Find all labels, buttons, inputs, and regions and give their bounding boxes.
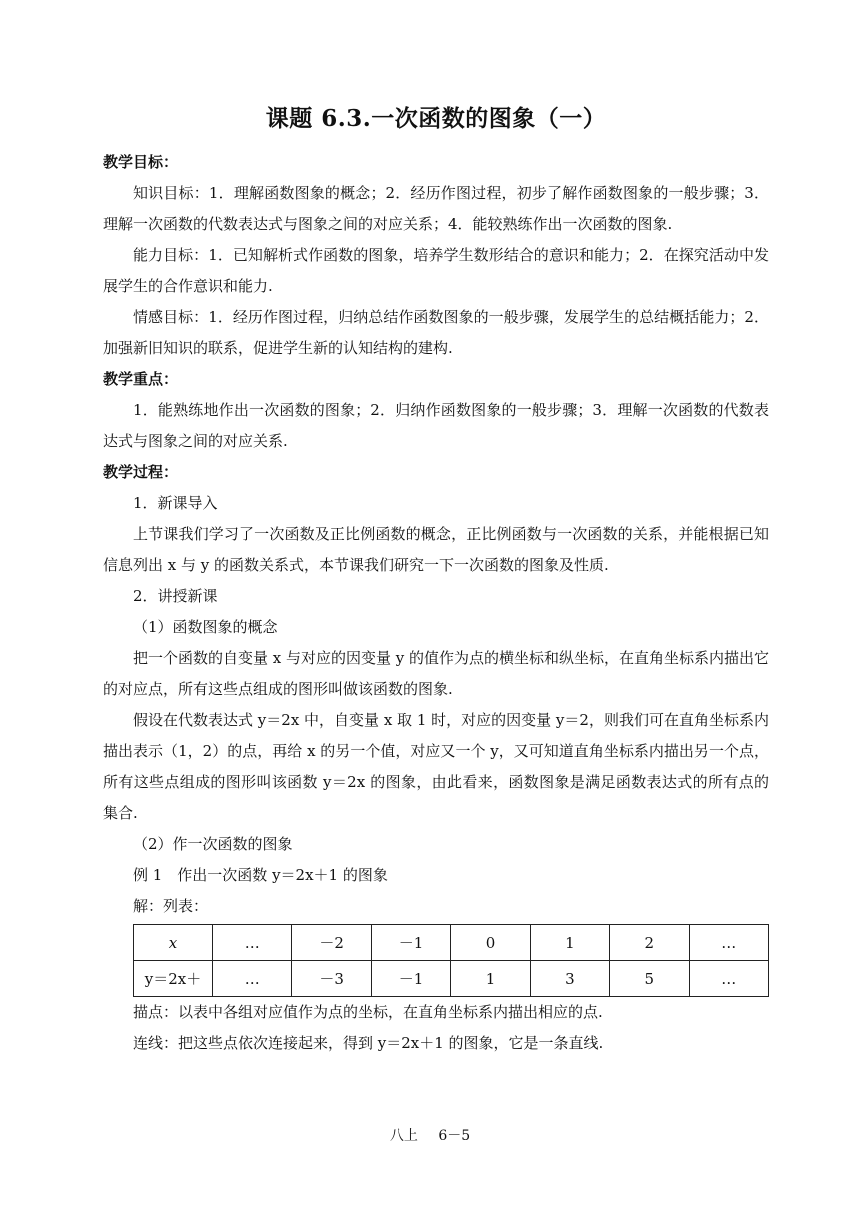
- table-row: [134, 961, 769, 997]
- table-cell: …: [213, 961, 292, 997]
- table-cell: －1: [371, 925, 450, 961]
- goals-heading: 教学目标：: [103, 153, 179, 171]
- sub1-example: 假设在代数表达式 y＝2x 中，自变量 x 取 1 时，对应的因变量 y＝2，则我们可在直角坐标系内描出表示（1，2）的点，再给 x 的另一个值，对应又一个 y，又可知道直角坐标系内描出另一个点，所有这些点组成的图形叫该函数 y＝2x 的图象，由此看来，函数图象是满足函数表达式的所有点的集合.: [103, 711, 769, 822]
- sub1-text: 把一个函数的自变量 x 与对应的因变量 y 的值作为点的横坐标和纵坐标，在直角坐标系内描出它的对应点，所有这些点组成的图形叫做该函数的图象.: [103, 649, 770, 698]
- table-cell: －2: [292, 925, 371, 961]
- table-cell: y＝2x＋: [134, 961, 213, 997]
- document-body: [103, 100, 769, 1059]
- table-cell: …: [689, 925, 768, 961]
- table-cell: 1: [530, 925, 609, 961]
- table-cell: …: [213, 925, 292, 961]
- table-cell: 2: [610, 925, 689, 961]
- focus-text: 1．能熟练地作出一次函数的图象；2．归纳作函数图象的一般步骤；3．理解一次函数的代数表达式与图象之间的对应关系.: [103, 401, 769, 450]
- plot-text: 描点：以表中各组对应值作为点的坐标，在直角坐标系内描出相应的点.: [133, 1003, 603, 1021]
- emotion-goal: 情感目标：1．经历作图过程，归纳总结作函数图象的一般步骤，发展学生的总结概括能力；2．加强新旧知识的联系，促进学生新的认知结构的建构.: [103, 308, 769, 357]
- solution-label: 解：列表：: [133, 897, 209, 915]
- table-cell: 1: [451, 961, 530, 997]
- knowledge-goal: 知识目标：1．理解函数图象的概念；2．经历作图过程，初步了解作函数图象的一般步骤；3．理解一次函数的代数表达式与图象之间的对应关系；4．能较熟练作出一次函数的图象.: [103, 184, 769, 233]
- process-heading: 教学过程：: [103, 463, 179, 481]
- table-cell: x: [134, 925, 213, 961]
- table-cell: 0: [451, 925, 530, 961]
- sub2-label: （2）作一次函数的图象: [133, 835, 293, 853]
- connect-text: 连线：把这些点依次连接起来，得到 y＝2x＋1 的图象，它是一条直线.: [133, 1034, 604, 1052]
- table-cell: …: [689, 961, 768, 997]
- example-label: 例 1 作出一次函数 y＝2x＋1 的图象: [133, 866, 388, 884]
- page-title: 课题 6.3.一次函数的图象（一）: [265, 105, 607, 132]
- value-table: [133, 924, 769, 997]
- table-cell: －1: [371, 961, 450, 997]
- footer-grade: 八上: [389, 1128, 418, 1144]
- step1-text: 上节课我们学习了一次函数及正比例函数的概念，正比例函数与一次函数的关系，并能根据已知信息列出 x 与 y 的函数关系式，本节课我们研究一下一次函数的图象及性质.: [103, 525, 769, 574]
- focus-heading: 教学重点：: [103, 370, 179, 388]
- footer-page-number: 6－5: [438, 1128, 471, 1144]
- step1-label: 1．新课导入: [133, 494, 218, 512]
- table-cell: －3: [292, 961, 371, 997]
- table-row: [134, 925, 769, 961]
- table-cell: 3: [530, 961, 609, 997]
- sub1-label: （1）函数图象的概念: [133, 618, 278, 636]
- ability-goal: 能力目标：1．已知解析式作函数的图象，培养学生数形结合的意识和能力；2．在探究活动中发展学生的合作意识和能力.: [103, 246, 769, 295]
- step2-label: 2．讲授新课: [133, 587, 218, 605]
- table-cell: 5: [610, 961, 689, 997]
- page-footer: [0, 1125, 860, 1145]
